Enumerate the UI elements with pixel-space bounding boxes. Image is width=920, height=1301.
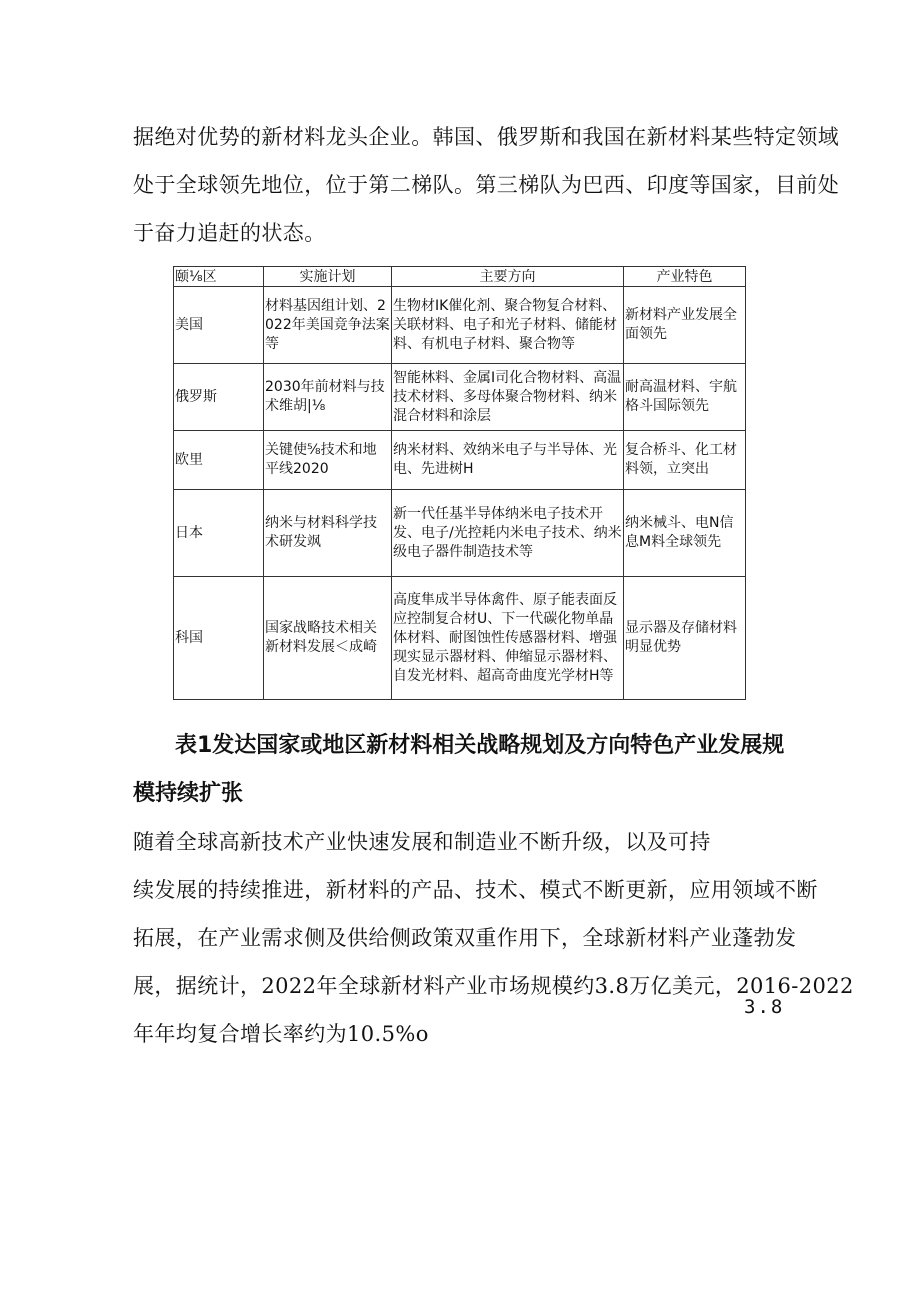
cell-feature [624,364,746,431]
intro-line: 处于全球领先地位，位于第二梯队。第三梯队为巴西、印度等国家，目前处 [133,173,840,197]
header-direction: 主要方向 [392,267,624,287]
cell-direction-text: 纳米材料、效纳米电子与半导体、光电、先进树H [393,442,617,477]
cell-feature [624,490,746,577]
table-caption [133,722,813,770]
cell-region: 日本 [174,490,264,577]
intro-line: 于奋力追赶的状态。 [133,221,326,245]
strategy-table-wrapper [173,266,746,700]
body-line: 续发展的持续推进，新材料的产品、技术、模式不断更新，应用领域不断 [133,878,818,902]
cell-feature [624,577,746,700]
cell-feature [624,431,746,490]
body-line: 年年均复合增长率约为10.5%o [133,1022,429,1046]
cell-feature-text: 显示器及存储材料明显优势 [625,620,737,655]
caption-line: 表1发达国家或地区新材料相关战略规划及方向特色产业发展规 [175,733,785,758]
body-paragraph [133,770,854,1058]
cell-direction-text: 高度隼成半导体禽件、原子能表面反应控制复合材U、下一代碳化物单晶体材料、耐图蚀性传感器材料、增强现实显示器材料、伸缩显示器材料、自发光材料、超高奇曲度光学材H等 [393,591,617,684]
intro-paragraph [133,113,840,257]
cell-direction [392,364,624,431]
table-header-row [174,267,746,287]
cell-direction-text: 生物材IK催化剂、聚合物复合材料、关联材料、电子和光子材料、储能材料、有机电子材料、聚合物等 [393,297,617,352]
body-line: 展，据统计，2022年全球新材料产业市场规模约3.8万亿美元，2016-2022 [133,974,854,998]
cell-region: 美国 [174,287,264,364]
body-line: 拓展，在产业需求侧及供给侧政策双重作用下，全球新材料产业蓬勃发 [133,926,797,950]
table-row [174,287,746,364]
cell-plan-text: 纳米与材料科学技术研发飒 [265,515,377,550]
cell-plan [264,431,392,490]
cell-plan-text: 材料基因组计划、2022年美国竞争法案等 [265,297,390,352]
cell-feature-text: 新材料产业发展全面领先 [625,307,737,342]
cell-region: 俄罗斯 [174,364,264,431]
cell-direction [392,577,624,700]
cell-feature-text: 复合桥斗、化工材料领，立突出 [625,442,737,477]
cell-plan-text: 关键使⅝技术和地平线2020 [265,442,377,477]
intro-line: 据绝对优势的新材料龙头企业。韩国、俄罗斯和我国在新材料某些特定领域 [133,125,840,149]
cell-feature-text: 耐高温材料、宇航格斗国际领先 [625,379,737,414]
cell-feature [624,287,746,364]
strategy-table [173,266,746,700]
cell-direction [392,490,624,577]
body-line-first [133,770,813,866]
header-plan: 实施计划 [264,267,392,287]
cell-feature-text: 纳米械斗、电N信息M料全球领先 [625,515,734,550]
cell-direction [392,431,624,490]
header-feature: 产业特色 [624,267,746,287]
cell-plan [264,490,392,577]
cell-direction-text: 智能林料、金属I司化合物材料、高温技术材料、多母体聚合物材料、纳米混合材料和涂层 [393,369,622,424]
body-line-text: 随着全球高新技术产业快速发展和制造业不断升级，以及可持 [133,830,711,854]
caption-line-tail: 模持续扩张 [133,781,244,806]
cell-plan [264,287,392,364]
cell-region: 欧里 [174,431,264,490]
floating-value-label: 3.8 [744,996,785,1018]
cell-plan [264,577,392,700]
cell-region: 科国 [174,577,264,700]
cell-direction-text: 新一代任基半导体纳米电子技术开发、电子/光控耗内米电子技术、纳米级电子器件制造技术等 [393,505,622,560]
table-row [174,490,746,577]
table-row [174,431,746,490]
cell-direction [392,287,624,364]
table-row [174,364,746,431]
cell-plan [264,364,392,431]
cell-plan-text: 国家战略技术相关新材料发展＜成崎 [265,620,377,655]
table-row [174,577,746,700]
header-region: 颐⅛区 [174,267,264,287]
cell-plan-text: 2030年前材料与技术维胡|⅛ [265,379,385,414]
